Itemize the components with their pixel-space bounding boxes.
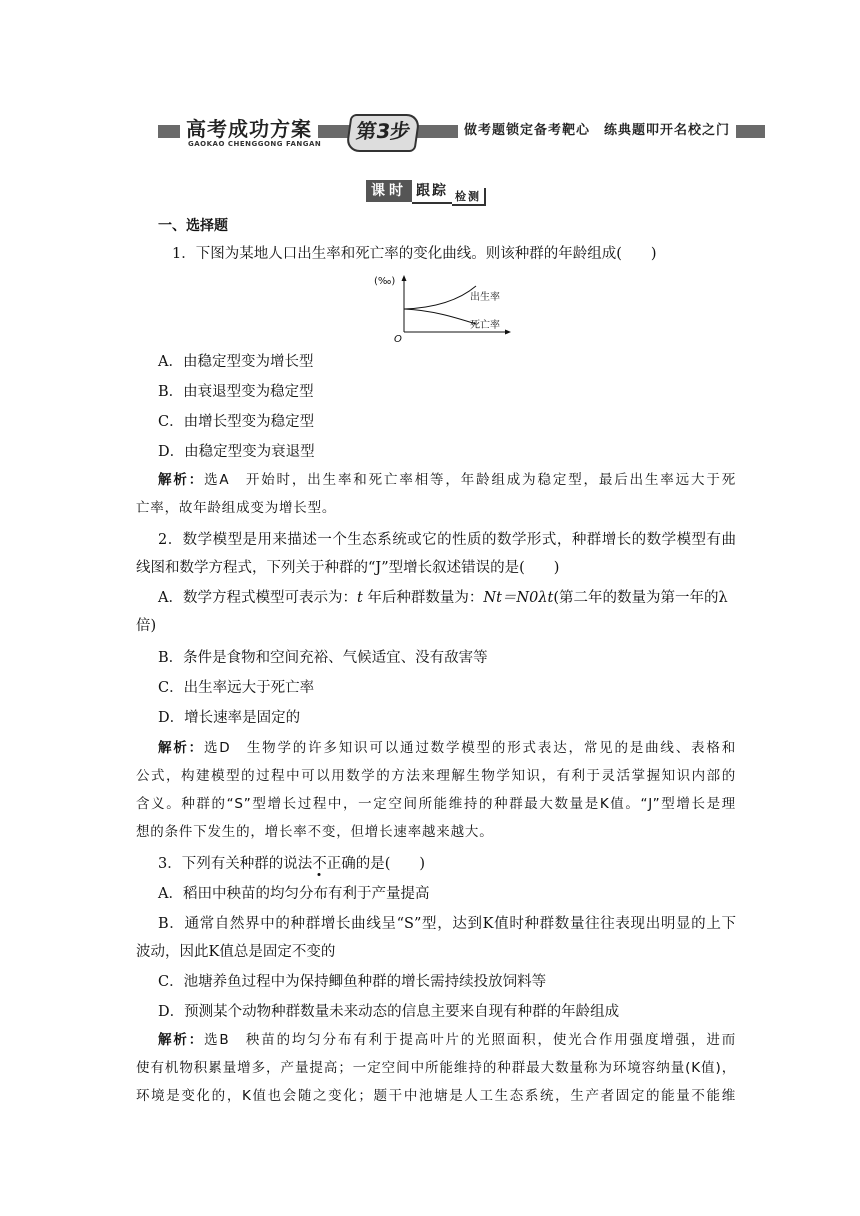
- q3-analysis-line-3: 环境是变化的，K值也会随之变化；题干中池塘是人工生态系统，生产者固定的能量不能维: [136, 1088, 736, 1104]
- q2-analysis-label: 解析：: [158, 740, 204, 756]
- q3-option-b-line-2: 波动，因此K值总是固定不变的: [136, 944, 336, 960]
- q1-stem: 1．下图为某地人口出生率和死亡率的变化曲线。则该种群的年龄组成( ): [172, 246, 657, 262]
- q3-option-d: D．预测某个动物种群数量未来动态的信息主要来自现有种群的年龄组成: [158, 1004, 620, 1020]
- q2-option-b: B．条件是食物和空间充裕、气候适宜、没有敌害等: [158, 650, 488, 666]
- figure-x-arrow: [505, 330, 511, 335]
- q3-analysis-line-1: [158, 1030, 736, 1050]
- subheader-right: 检测: [452, 188, 486, 206]
- q3-analysis-line-2: 使有机物积累量增多，产量提高；一定空间中所能维持的种群最大数量称为环境容纳量(K值)，: [136, 1060, 736, 1076]
- q2-option-a-line-2: 倍): [136, 618, 157, 634]
- q2-option-a-t: t: [356, 590, 363, 606]
- header-banner: [158, 118, 765, 152]
- q2-option-a-suffix: (第二年的数量为第一年的λ: [553, 590, 728, 606]
- q3-option-c: C．池塘养鱼过程中为保持鲫鱼种群的增长需持续投放饲料等: [158, 974, 547, 990]
- figure-y-unit: (‰): [374, 276, 396, 287]
- q2-analysis-line-3: 含义。种群的“S”型增长过程中，一定空间所能维持的种群最大数量是K值。“J”型增长是理: [136, 796, 736, 812]
- q1-analysis-text-1: 选A 开始时，出生率和死亡率相等，年龄组成为稳定型，最后出生率远大于死: [204, 472, 737, 488]
- q1-analysis-line-2: 亡率，故年龄组成变为增长型。: [136, 500, 337, 516]
- q3-analysis-text-1: 选B 秧苗的均匀分布有利于提高叶片的光照面积，使光合作用强度增强，进而: [204, 1032, 737, 1048]
- q2-option-c: C．出生率远大于死亡率: [158, 680, 315, 696]
- q2-option-a: [158, 588, 736, 608]
- q3-stem: [158, 854, 736, 874]
- banner-motto: 做考题锁定备考靶心 练典题叩开名校之门: [458, 122, 736, 140]
- q1-option-c: C．由增长型变为稳定型: [158, 414, 315, 430]
- brand-title: 高考成功方案: [180, 118, 318, 140]
- q3-option-b-line-1: B．通常自然界中的种群增长曲线呈“S”型，达到K值时种群数量往往表现出明显的上下: [158, 916, 736, 932]
- q3-stem-suffix: 正确的是( ): [326, 856, 426, 872]
- q2-stem-line-1: 2．数学模型是用来描述一个生态系统或它的性质的数学形式，种群增长的数学模型有曲: [158, 532, 736, 548]
- subheader-left: 课时: [366, 180, 412, 202]
- q1-option-a: A．由稳定型变为增长型: [158, 354, 314, 370]
- figure-origin-label: O: [394, 334, 402, 345]
- q3-stem-emphasis: 不: [312, 856, 327, 872]
- figure-y-arrow: [402, 275, 407, 281]
- section-header: [366, 180, 486, 206]
- q2-stem-line-2: 线图和数学方程式，下列关于种群的“J”型增长叙述错误的是( ): [136, 560, 560, 576]
- q2-option-a-prefix: A．数学方程式模型可表示为：: [158, 590, 357, 606]
- q3-stem-prefix: 3．下列有关种群的说法: [158, 856, 313, 872]
- q2-analysis-line-1: [158, 738, 736, 758]
- series-line-birth-rate: [404, 286, 476, 309]
- series-label-death-rate: 死亡率: [470, 320, 500, 331]
- series-line-death-rate: [404, 309, 476, 324]
- brand-subtitle: GAOKAO CHENGGONG FANGAN: [188, 140, 322, 148]
- q3-option-a: A．稻田中秧苗的均匀分布有利于产量提高: [158, 886, 430, 902]
- q2-analysis-text-1: 选D 生物学的许多知识可以通过数学模型的形式表达，常见的是曲线、表格和: [203, 740, 736, 756]
- q1-option-d: D．由稳定型变为衰退型: [158, 444, 315, 460]
- part-badge: 第3步: [345, 114, 420, 152]
- q2-option-a-mid: 年后种群数量为：: [362, 590, 484, 606]
- q1-option-b: B．由衰退型变为稳定型: [158, 384, 314, 400]
- q2-option-d: D．增长速率是固定的: [158, 710, 301, 726]
- q2-analysis-line-4: 想的条件下发生的，增长率不变，但增长速率越来越大。: [136, 824, 494, 840]
- birth-death-rate-figure: [372, 272, 522, 348]
- q1-analysis-label: 解析：: [158, 472, 205, 488]
- q3-analysis-label: 解析：: [158, 1032, 205, 1048]
- q2-analysis-line-2: 公式，构建模型的过程中可以用数学的方法来理解生物学知识，有利于灵活掌握知识内部的: [136, 768, 736, 784]
- series-label-birth-rate: 出生率: [470, 292, 500, 303]
- q2-option-a-formula: Nt＝N0λt: [483, 590, 554, 606]
- q1-analysis-line-1: [158, 470, 736, 490]
- section-title: 一、选择题: [158, 218, 228, 234]
- subheader-middle: 跟踪: [412, 180, 452, 204]
